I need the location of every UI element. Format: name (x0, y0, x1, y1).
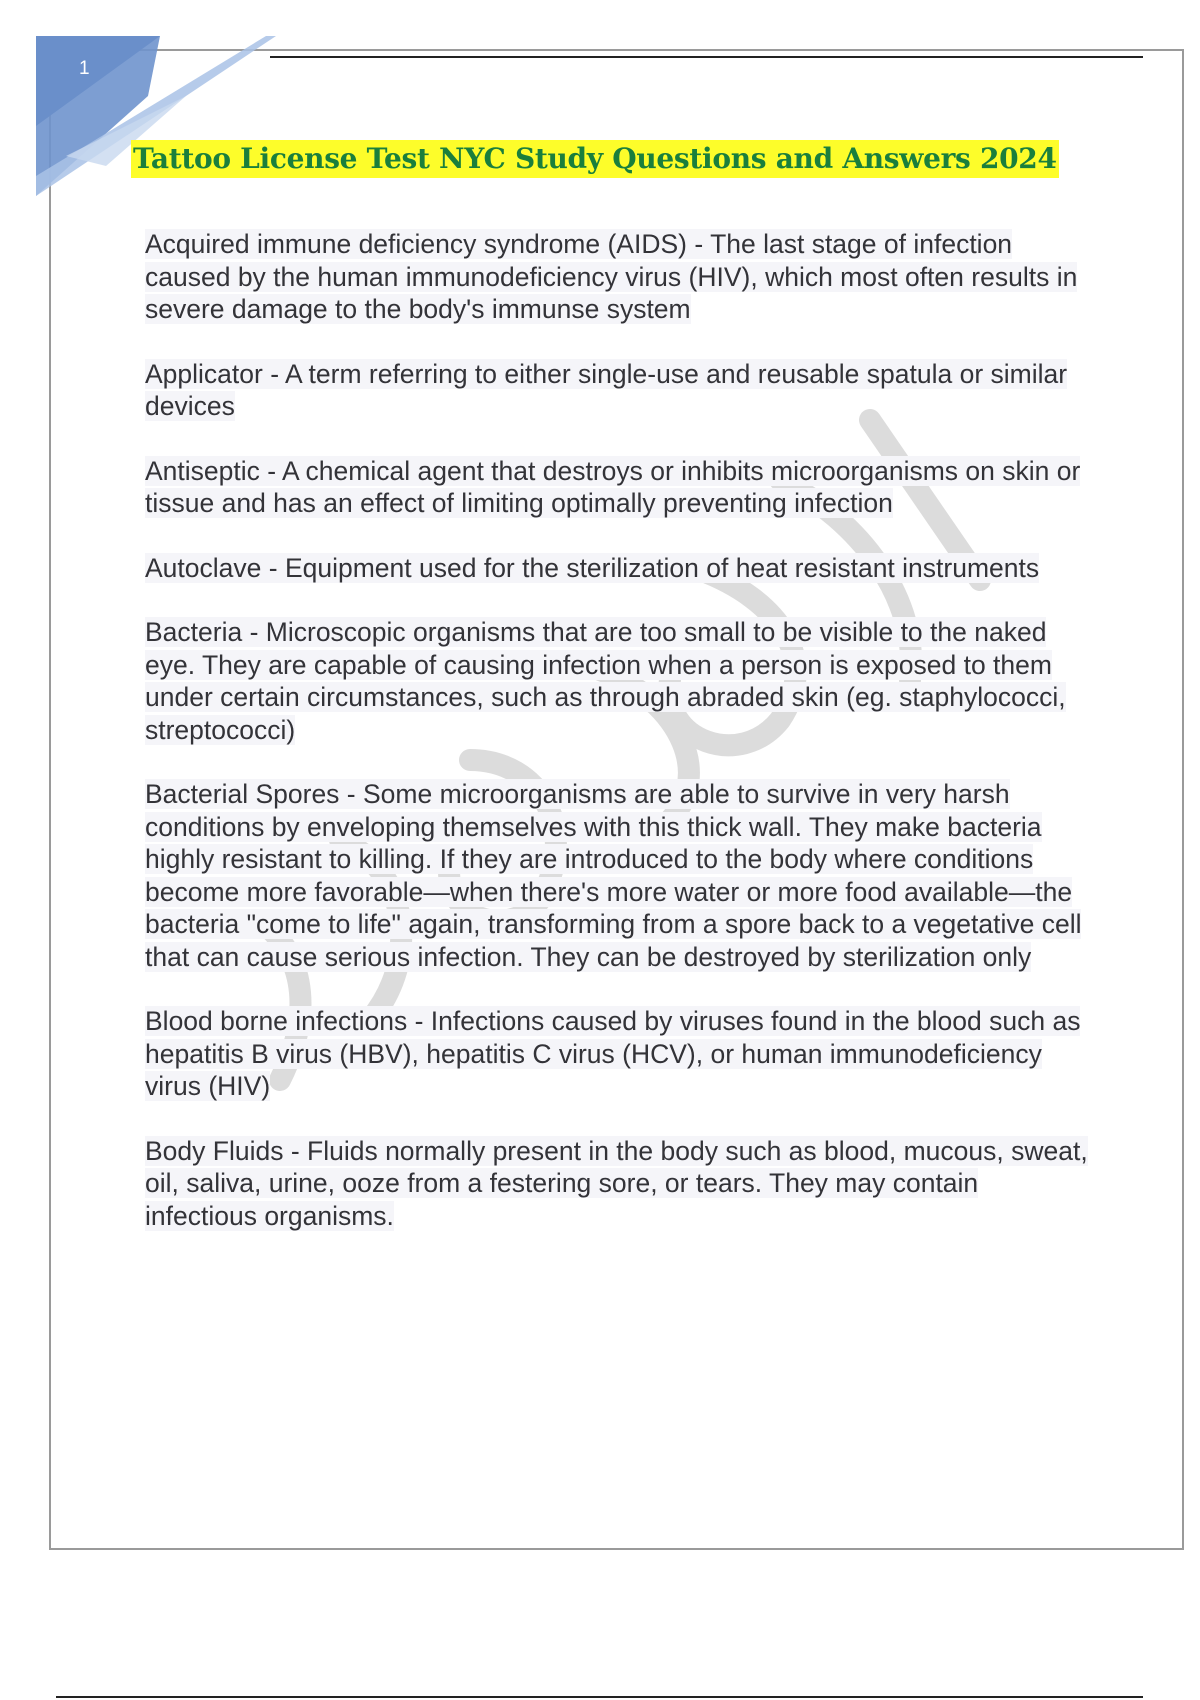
term-name: Applicator (145, 358, 263, 389)
term-definition: Fluids normally present in the body such as blood, mucous, sweat, oil, saliva, urine, ooze from a festering sore, or tears. They may contain infectious organisms. (145, 1135, 1088, 1231)
term-name: Antiseptic (145, 455, 260, 486)
term-definition: A term referring to either single-use and reusable spatula or similar devices (145, 358, 1068, 421)
term-definition: The last stage of infection caused by the human immunodeficiency virus (HIV), which most often results in severe damage to the body's immunse system (145, 229, 1078, 324)
term-name: Acquired immune deficiency syndrome (AIDS) (145, 229, 687, 259)
term-name: Bacteria (145, 617, 243, 647)
term-definition: Equipment used for the sterilization of heat resistant instruments (284, 552, 1040, 583)
page-number: 1 (79, 58, 90, 79)
glossary-list (145, 228, 1095, 1264)
glossary-item: Acquired immune deficiency syndrome (AIDS) - The last stage of infection caused by the human immunodeficiency virus (HIV), which most often results in severe damage to the body's immunse system (145, 229, 1078, 324)
term-name: Blood borne infections (145, 1006, 408, 1036)
header-rule (270, 56, 1143, 58)
term-definition: Some microorganisms are able to survive in very harsh conditions by enveloping themselves with this thick wall. They make bacteria highly resistant to killing. If they are introduced to the body where conditions become more favorable—when there's more water or more food available—the bacteria "come to life" again, transforming from a spore back to a vegetative cell that can cause serious infection. They can be destroyed by sterilization only (145, 779, 1082, 972)
term-name: Bacterial Spores (145, 779, 340, 809)
term-name: Autoclave (145, 552, 262, 583)
document-title: Tattoo License Test NYC Study Questions and Answers 2024 (131, 140, 1059, 178)
term-definition: Microscopic organisms that are too small to be visible to the naked eye. They are capable of causing infection when a person is exposed to them under certain circumstances, such as through abraded skin (eg. staphylococci, streptococci) (145, 617, 1066, 745)
glossary-item: Body Fluids - Fluids normally present in the body such as blood, mucous, sweat, oil, saliva, urine, ooze from a festering sore, or tears. They may contain infectious organisms. (145, 1135, 1088, 1231)
glossary-item: Antiseptic - A chemical agent that destroys or inhibits microorganisms on skin or tissue and has an effect of limiting optimally preventing infection (145, 455, 1081, 518)
glossary-item: Bacterial Spores - Some microorganisms are able to survive in very harsh conditions by enveloping themselves with this thick wall. They make bacteria highly resistant to killing. If they are introduced to the body where conditions become more favorable—when there's more water or more food available—the bacteria "come to life" again, transforming from a spore back to a vegetative cell that can cause serious infection. They can be destroyed by sterilization only (145, 779, 1082, 972)
glossary-item: Autoclave - Equipment used for the sterilization of heat resistant instruments (145, 552, 1040, 583)
term-name: Body Fluids (145, 1135, 284, 1166)
glossary-item: Blood borne infections - Infections caused by viruses found in the blood such as hepatitis B virus (HBV), hepatitis C virus (HCV), or human immunodeficiency virus (HIV) (145, 1006, 1081, 1101)
term-definition: Infections caused by viruses found in the blood such as hepatitis B virus (HBV), hepatitis C virus (HCV), or human immunodeficiency virus (HIV) (145, 1006, 1081, 1101)
term-definition: A chemical agent that destroys or inhibits microorganisms on skin or tissue and has an effect of limiting optimally preventing infection (145, 455, 1081, 518)
glossary-item: Bacteria - Microscopic organisms that are too small to be visible to the naked eye. They are capable of causing infection when a person is exposed to them under certain circumstances, such as through abraded skin (eg. staphylococci, streptococci) (145, 617, 1066, 745)
corner-decoration (36, 36, 276, 206)
footer-rule (56, 1696, 1143, 1698)
glossary-item: Applicator - A term referring to either single-use and reusable spatula or similar devices (145, 358, 1068, 421)
